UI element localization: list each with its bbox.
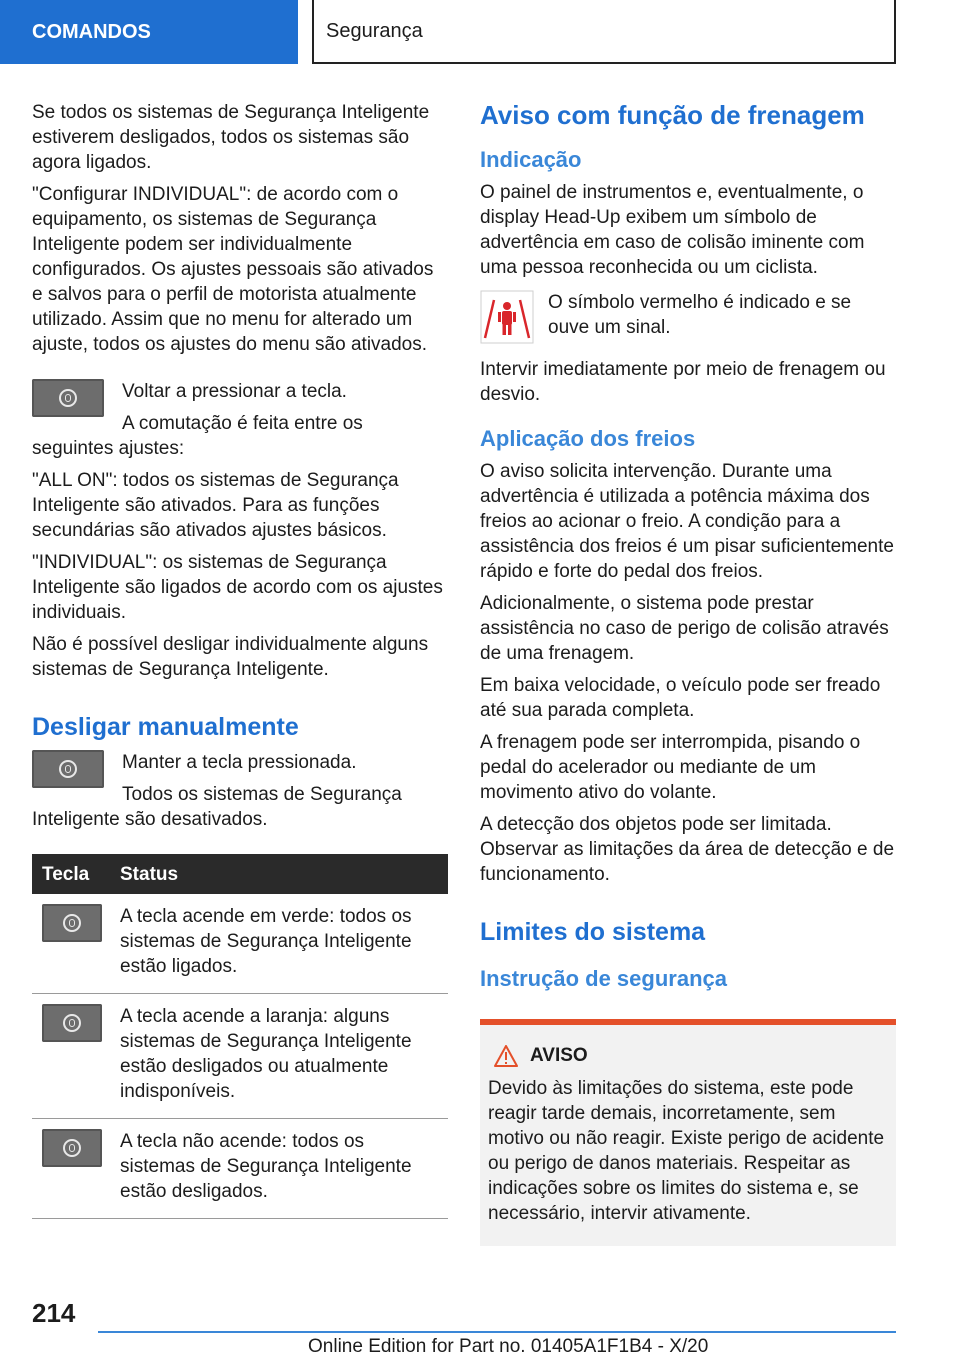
paragraph: Todos os sistemas de Segurança Inteligente são desativados. [32,784,402,830]
paragraph: Adicionalmente, o sistema pode prestar assistência no caso de perigo de colisão através de uma frenagem. [480,593,889,664]
warning-title [488,1043,888,1068]
section-tab [312,0,896,64]
paragraph: "Configurar INDIVIDUAL": de acordo com o equipamento, os sistemas de Segurança Inteligente podem ser individualmente configurados. Os ajustes pessoais são ativados e salvos para o perfil de motorista atualmente utilizado. Assim que no menu for alterado um ajuste, todos os ajustes do menu são ativados. [32,184,434,355]
paragraph: Se todos os sistemas de Segurança Inteligente estiverem desligados, todos os sistemas são agora ligados. [32,102,430,173]
right-column [480,100,896,1246]
column-header-key: Tecla [32,854,110,894]
paragraph: "ALL ON": todos os sistemas de Segurança Inteligente são ativados. Para as funções secundárias são ativados ajustes básicos. [32,470,399,541]
table-row [32,1119,448,1219]
paragraph: O aviso solicita intervenção. Durante uma advertência é utilizada a potência máxima dos freios ao acionar o freio. A condição para a assistência dos freios é um pisar suficientemente rápido e forte do pedal dos freios. [480,461,894,582]
table-header-row [32,854,448,894]
heading-manual-off: Desligar manualmente [32,713,299,741]
heading-safety-instruction: Instrução de segurança [480,966,727,991]
table-row [32,894,448,994]
paragraph: A comutação é feita entre os seguintes ajustes: [32,413,363,459]
warning-box [480,1019,896,1246]
footer-divider [98,1331,896,1333]
safety-key-icon [32,379,104,417]
chapter-tab [0,0,298,64]
column-header-status: Status [110,854,448,894]
instruction-text: Manter a tecla pressionada. [122,752,357,773]
chapter-label: COMANDOS [32,20,151,43]
paragraph: "INDIVIDUAL": os sistemas de Segurança Inteligente são ligados de acordo com os ajustes individuais. [32,552,443,623]
status-table [32,854,448,1219]
edition-note: Online Edition for Part no. 01405A1F1B4 - X/20 [308,1336,709,1357]
status-cell: A tecla acende a laranja: alguns sistemas de Segurança Inteligente estão desligados ou atualmente indisponíveis. [110,994,448,1119]
safety-key-icon [32,750,104,788]
safety-key-icon [42,904,102,942]
left-column [32,100,448,1219]
paragraph: A detecção dos objetos pode ser limitada. Observar as limitações da área de detecção e de funcionamento. [480,814,895,885]
status-cell: A tecla não acende: todos os sistemas de Segurança Inteligente estão desligados. [110,1119,448,1219]
paragraph: Em baixa velocidade, o veículo pode ser freado até sua parada completa. [480,675,881,721]
safety-key-icon [42,1004,102,1042]
page-number: 214 [32,1298,76,1328]
heading-system-limits: Limites do sistema [480,918,706,946]
pedestrian-warning-icon [480,290,534,344]
heading-indication: Indicação [480,147,582,172]
heading-brake-application: Aplicação dos freios [480,426,696,451]
paragraph: Não é possível desligar individualmente alguns sistemas de Segurança Inteligente. [32,634,429,680]
warning-symbol-row [480,290,896,347]
table-row [32,994,448,1119]
warning-text: Devido às limitações do sistema, este pode reagir tarde demais, incorretamente, sem motivo ou não reagir. Existe perigo de acidente ou perigo de danos materiais. Respeitar as indicações sobre os limites do sistema e, se necessário, intervir ativamente. [488,1078,885,1224]
warning-triangle-icon [494,1045,518,1067]
paragraph: A frenagem pode ser interrompida, pisando o pedal do acelerador ou mediante de um movimento ativo do volante. [480,732,861,803]
paragraph: Intervir imediatamente por meio de frenagem ou desvio. [480,359,886,405]
instruction-text: Voltar a pressionar a tecla. [122,381,347,402]
heading-brake-warning: Aviso com função de frenagem [480,100,865,130]
section-label: Segurança [326,19,423,42]
status-cell: A tecla acende em verde: todos os sistemas de Segurança Inteligente estão ligados. [110,894,448,994]
paragraph: O painel de instrumentos e, eventualmente, o display Head-Up exibem um símbolo de advertência em caso de colisão iminente com uma pessoa reconhecida ou um ciclista. [480,182,865,278]
safety-key-icon [42,1129,102,1167]
warning-label: AVISO [530,1045,588,1066]
symbol-description: O símbolo vermelho é indicado e se ouve um sinal. [548,292,852,338]
